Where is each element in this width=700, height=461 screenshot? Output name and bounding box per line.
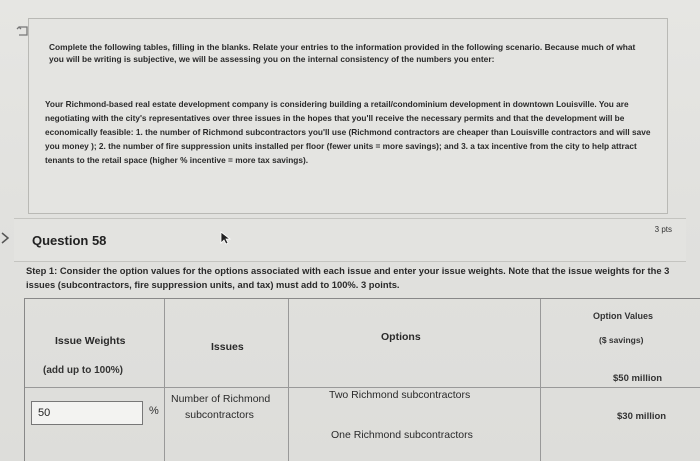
issue-name-line1: Number of Richmond — [171, 393, 271, 405]
option-two-richmond: Two Richmond subcontractors — [329, 389, 471, 401]
option-values-header: Option Values — [593, 311, 654, 321]
issue-weights-table — [24, 298, 700, 461]
option-values-column — [541, 299, 700, 461]
scenario-box — [28, 18, 668, 214]
issue-name-line2: subcontractors — [185, 409, 254, 421]
weights-column — [25, 299, 165, 461]
options-header: Options — [381, 331, 421, 343]
percent-sign: % — [149, 405, 159, 417]
option-values-subheader: ($ savings) — [599, 335, 644, 345]
step-instructions: Step 1: Consider the option values for the options associated with each issue and enter your issue weights. Note that the issue weights for the 3 issues (subcontractors, fire suppression units, and tax) must add to 100%. 3 points. — [26, 265, 670, 290]
weights-header: Issue Weights — [55, 335, 126, 347]
chevron-right-icon[interactable] — [0, 232, 10, 247]
issue-weight-input[interactable] — [31, 401, 143, 425]
issues-header: Issues — [211, 341, 244, 353]
question-title: Question 58 — [32, 233, 107, 248]
scenario-text: Your Richmond-based real estate development company is considering building a retail/condominium development in downtown Louisville. You are negotiating with the city's representatives over three issues in the hopes that you'll receive the necessary permits and that the development will be economically feasible: 1. the number of Richmond subcontractors you'll use (Richmond contractors are cheaper than Louisville contractors and will save you money ); 2. the number of fire suppression units installed per floor (fewer units = more savings); and 3. a tax incentive from the city to help attract tenants to the retail space (higher % incentive = more tax savings). — [45, 99, 651, 165]
instructions-text: Complete the following tables, filling in the blanks. Relate your entries to the information provided in the following scenario. Because much of what you will be writing is subjective, we will be assessing you on the internal consistency of the numbers you enter: — [49, 42, 636, 64]
issues-column — [165, 299, 289, 461]
question-points: 3 pts — [654, 225, 672, 234]
weights-subheader: (add up to 100%) — [43, 365, 124, 376]
mouse-cursor-icon — [220, 231, 232, 245]
value-one-richmond: $30 million — [617, 411, 667, 422]
option-one-richmond: One Richmond subcontractors — [331, 429, 473, 441]
table-row-divider — [25, 387, 700, 388]
question-header — [14, 218, 686, 262]
options-column — [289, 299, 541, 461]
value-two-richmond: $50 million — [613, 373, 663, 384]
